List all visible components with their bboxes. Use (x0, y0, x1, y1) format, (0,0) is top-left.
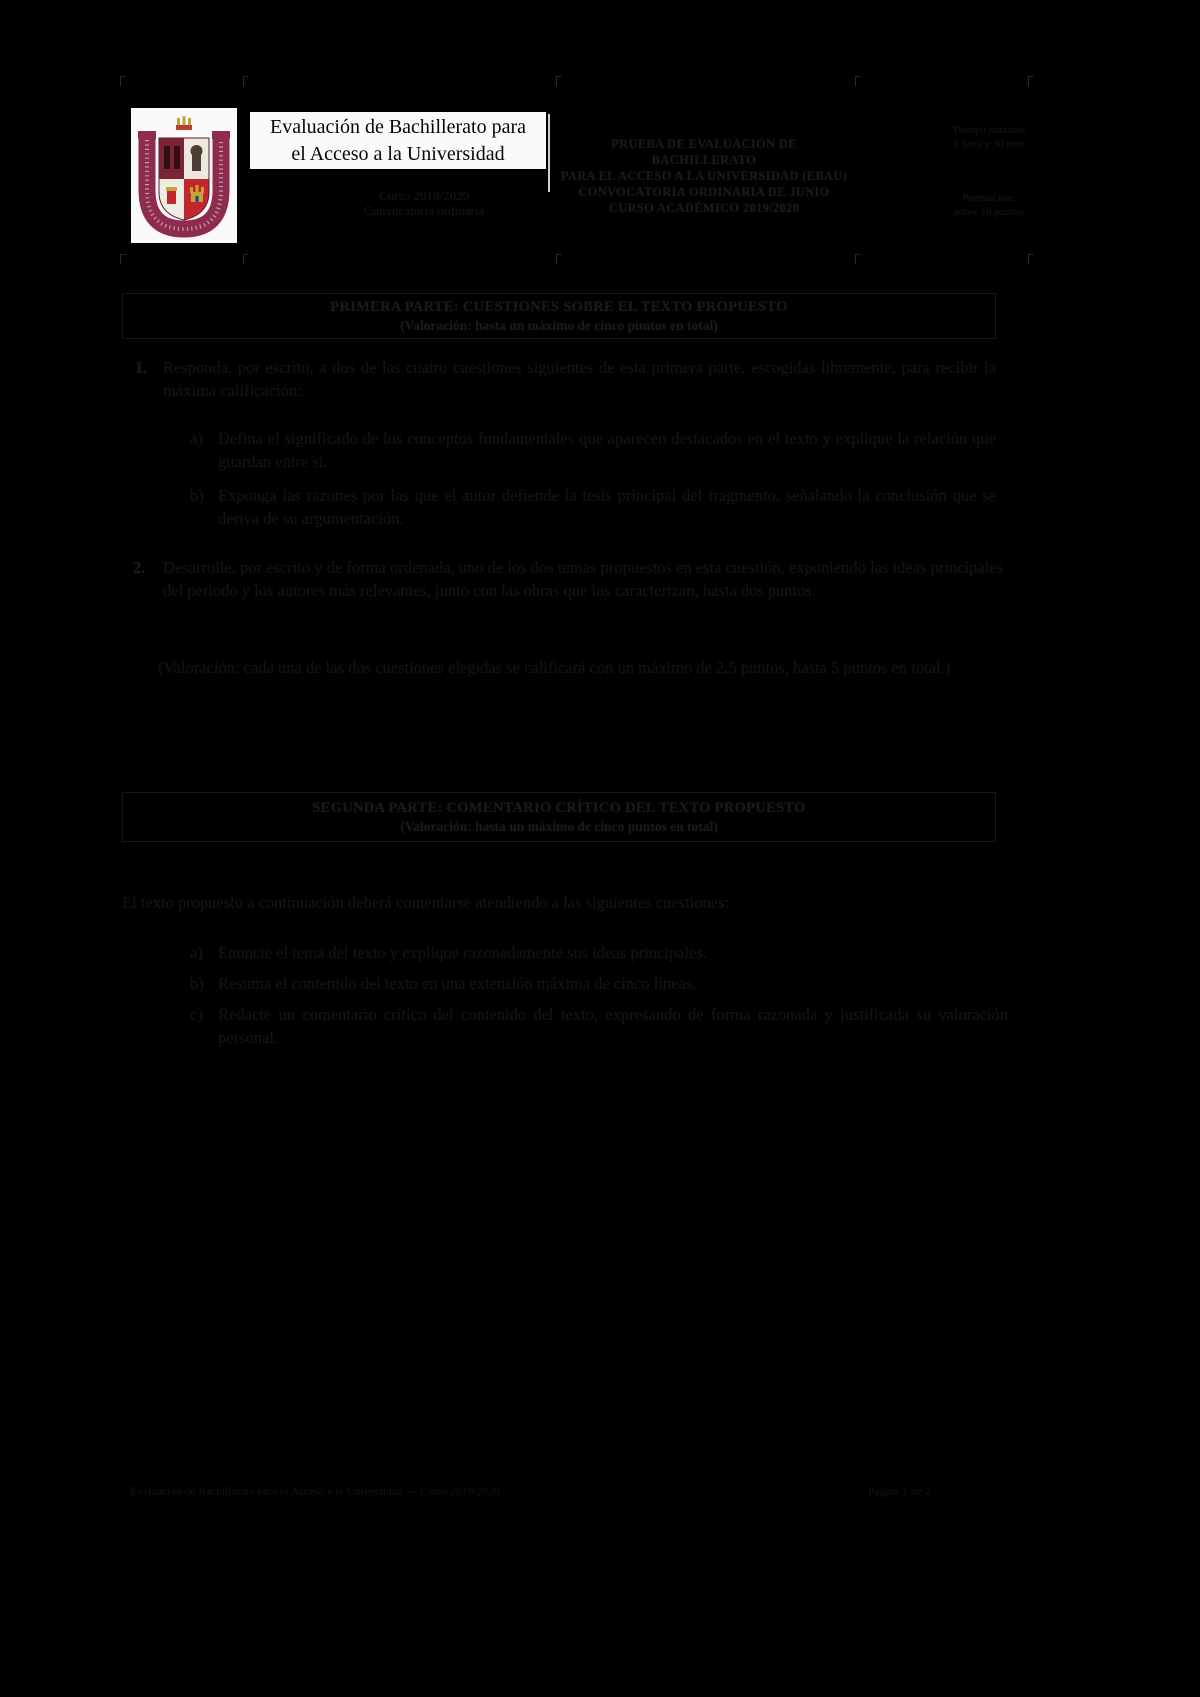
part1-heading-line1: PRIMERA PARTE: CUESTIONES SOBRE EL TEXTO PROPUESTO (330, 299, 788, 315)
table-corner-tick (1028, 76, 1034, 86)
table-corner-tick (1028, 254, 1034, 264)
table-corner-tick (556, 76, 562, 86)
logo-panel (131, 108, 237, 243)
time-limit-line1: Tiempo máximo: (952, 124, 1028, 136)
part2-c-label: c) (190, 1005, 203, 1024)
table-corner-tick (120, 254, 126, 264)
question-1-number: 1. (135, 358, 148, 377)
header-right-top (940, 124, 1040, 151)
university-crest-icon (131, 108, 237, 243)
course-note-line1: Curso 2019/2020 (379, 188, 469, 203)
course-note (298, 188, 550, 218)
subject-line4: CURSO ACADÉMICO 2019/2020 (608, 201, 800, 215)
part2-heading-line2: (Valoración: hasta un máximo de cinco puntos en total) (400, 819, 718, 834)
question-1b-text: Exponga las razones por las que el autor defiende la tesis principal del fragmento, señalando la conclusión que se deriva de su argumentación. (218, 486, 996, 528)
exam-subject-block (558, 136, 850, 216)
question-2-number: 2. (133, 558, 146, 577)
part1-heading-box (122, 293, 996, 339)
subject-line1: PRUEBA DE EVALUACIÓN DE BACHILLERATO (611, 137, 797, 167)
footer-page-number: Página 1 de 2 (868, 1486, 931, 1498)
question-1a-label: a) (190, 429, 203, 448)
table-corner-tick (120, 76, 126, 86)
question-1a-text: Defina el significado de los conceptos fundamentales que aparecen destacados en el texto y explique la relación que guardan entre sí. (218, 429, 996, 471)
table-corner-tick (556, 254, 562, 264)
part1-heading-line2: (Valoración: hasta un máximo de cinco puntos en total) (400, 318, 718, 333)
table-corner-tick (855, 254, 861, 264)
question-2-text: Desarrolle, por escrito y de forma ordenada, uno de los dos temas propuestos en esta cuestión, exponiendo las ideas principales del periodo y los autores más relevantes, junto con las obras que los caracterizan, hasta dos puntos. (163, 558, 1003, 600)
part2-heading-box (122, 792, 996, 842)
header-right-bottom (938, 192, 1040, 219)
course-note-line2: Convocatoria ordinaria (363, 203, 485, 218)
question-1b-label: b) (190, 486, 204, 505)
score-note-line1: Puntuación: (962, 192, 1016, 204)
exam-title-box (250, 112, 546, 169)
part2-c-text: Redacte un comentario crítico del contenido del texto, expresando de forma razonada y justificada su valoración personal. (218, 1005, 1008, 1047)
part2-b-label: b) (190, 974, 204, 993)
subject-line3: CONVOCATORIA ORDINARIA DE JUNIO (578, 185, 830, 199)
part2-b-text: Resuma el contenido del texto en una extensión máxima de cinco líneas. (218, 974, 697, 993)
table-corner-tick (855, 76, 861, 86)
part2-intro-text: El texto propuesto a continuación deberá comentarse atendiendo a las siguientes cuestiones: (122, 893, 730, 912)
part2-a-label: a) (190, 943, 203, 962)
time-limit-line2: 1 hora y 30 min. (953, 137, 1027, 150)
subject-line2: PARA EL ACCESO A LA UNIVERSIDAD (EBAU) (560, 169, 848, 183)
exam-title-line2: el Acceso a la Universidad (291, 142, 505, 165)
exam-title-line1: Evaluación de Bachillerato para (270, 115, 526, 138)
table-corner-tick (243, 254, 249, 264)
part2-a-text: Enuncie el tema del texto y explique razonadamente sus ideas principales. (218, 943, 707, 962)
part1-valuation-note: (Valoración: cada una de las dos cuestiones elegidas se calificará con un máximo de 2,5 puntos, hasta 5 puntos en total.) (158, 658, 951, 677)
table-corner-tick (243, 76, 249, 86)
footer-exam-name: Evaluación de Bachillerato para el Acceso a la Universidad — Curso 2019/2020 (130, 1486, 500, 1498)
part2-heading-line1: SEGUNDA PARTE: COMENTARIO CRÍTICO DEL TEXTO PROPUESTO (312, 800, 806, 816)
score-note-line2: sobre 10 puntos (954, 205, 1024, 218)
box-edge-artifact (548, 114, 550, 192)
question-1-text: Responda, por escrito, a dos de las cuatro cuestiones siguientes de esta primera parte, escogidas libremente, para recibir la máxima calificación: (163, 358, 996, 400)
